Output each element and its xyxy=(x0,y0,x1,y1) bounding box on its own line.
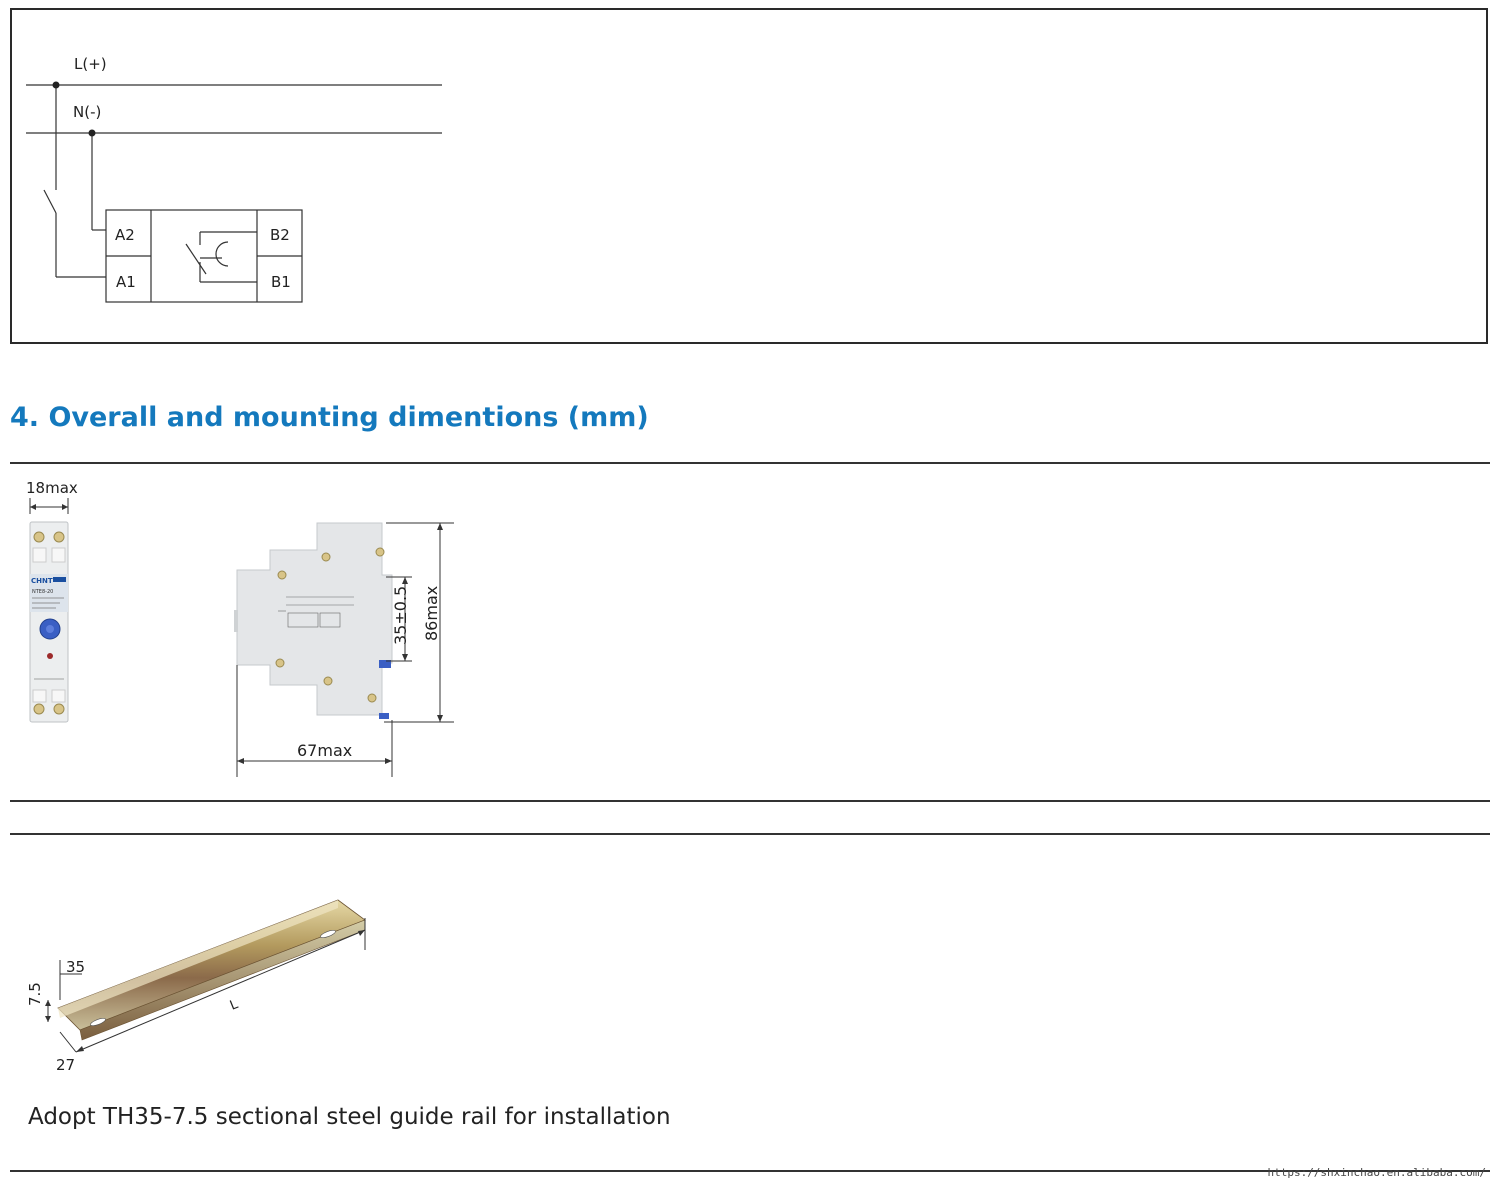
dim-width-label: 18max xyxy=(26,479,78,497)
section-rule-top xyxy=(10,462,1490,464)
rail-body xyxy=(58,900,365,1030)
rail-caption: Adopt TH35-7.5 sectional steel guide rail for installation xyxy=(28,1104,671,1130)
section-rule-rail xyxy=(10,833,1490,835)
status-led xyxy=(47,653,53,659)
section-title: 4. Overall and mounting dimentions (mm) xyxy=(10,402,649,433)
label-n: N(-) xyxy=(73,103,102,121)
footer-url[interactable]: https://shxinchao.en.alibaba.com/ xyxy=(1267,1166,1486,1179)
rail-width-label: 35 xyxy=(66,958,86,976)
side-body xyxy=(237,523,392,715)
terminal-a2: A2 xyxy=(115,226,135,244)
terminal-b1: B1 xyxy=(271,273,291,291)
device-front-view xyxy=(20,474,110,729)
rail-inner-label: 27 xyxy=(56,1056,76,1074)
dim-depth-label: 67max xyxy=(297,741,353,760)
brand-logo: CHNT xyxy=(31,577,53,585)
label-l: L(+) xyxy=(74,55,107,73)
dim-rail-label: 35±0.5 xyxy=(391,585,410,645)
dim-rail-inner-line xyxy=(60,1032,76,1052)
terminal-b2: B2 xyxy=(270,226,290,244)
terminal-a1: A1 xyxy=(116,273,136,291)
rail-height-label: 7.5 xyxy=(26,982,44,1006)
dim-height-label: 86max xyxy=(422,585,441,641)
junction-dot xyxy=(89,130,96,137)
din-rail-drawing xyxy=(20,890,380,1080)
switch-contact xyxy=(44,190,56,213)
rail-length-label: L xyxy=(227,997,241,1014)
device-model: NTE8-20 xyxy=(32,589,54,595)
wiring-diagram xyxy=(0,0,470,340)
device-side-view xyxy=(220,515,480,785)
relay-contact xyxy=(186,244,206,274)
section-rule-mid xyxy=(10,800,1490,802)
junction-dot xyxy=(53,82,60,89)
